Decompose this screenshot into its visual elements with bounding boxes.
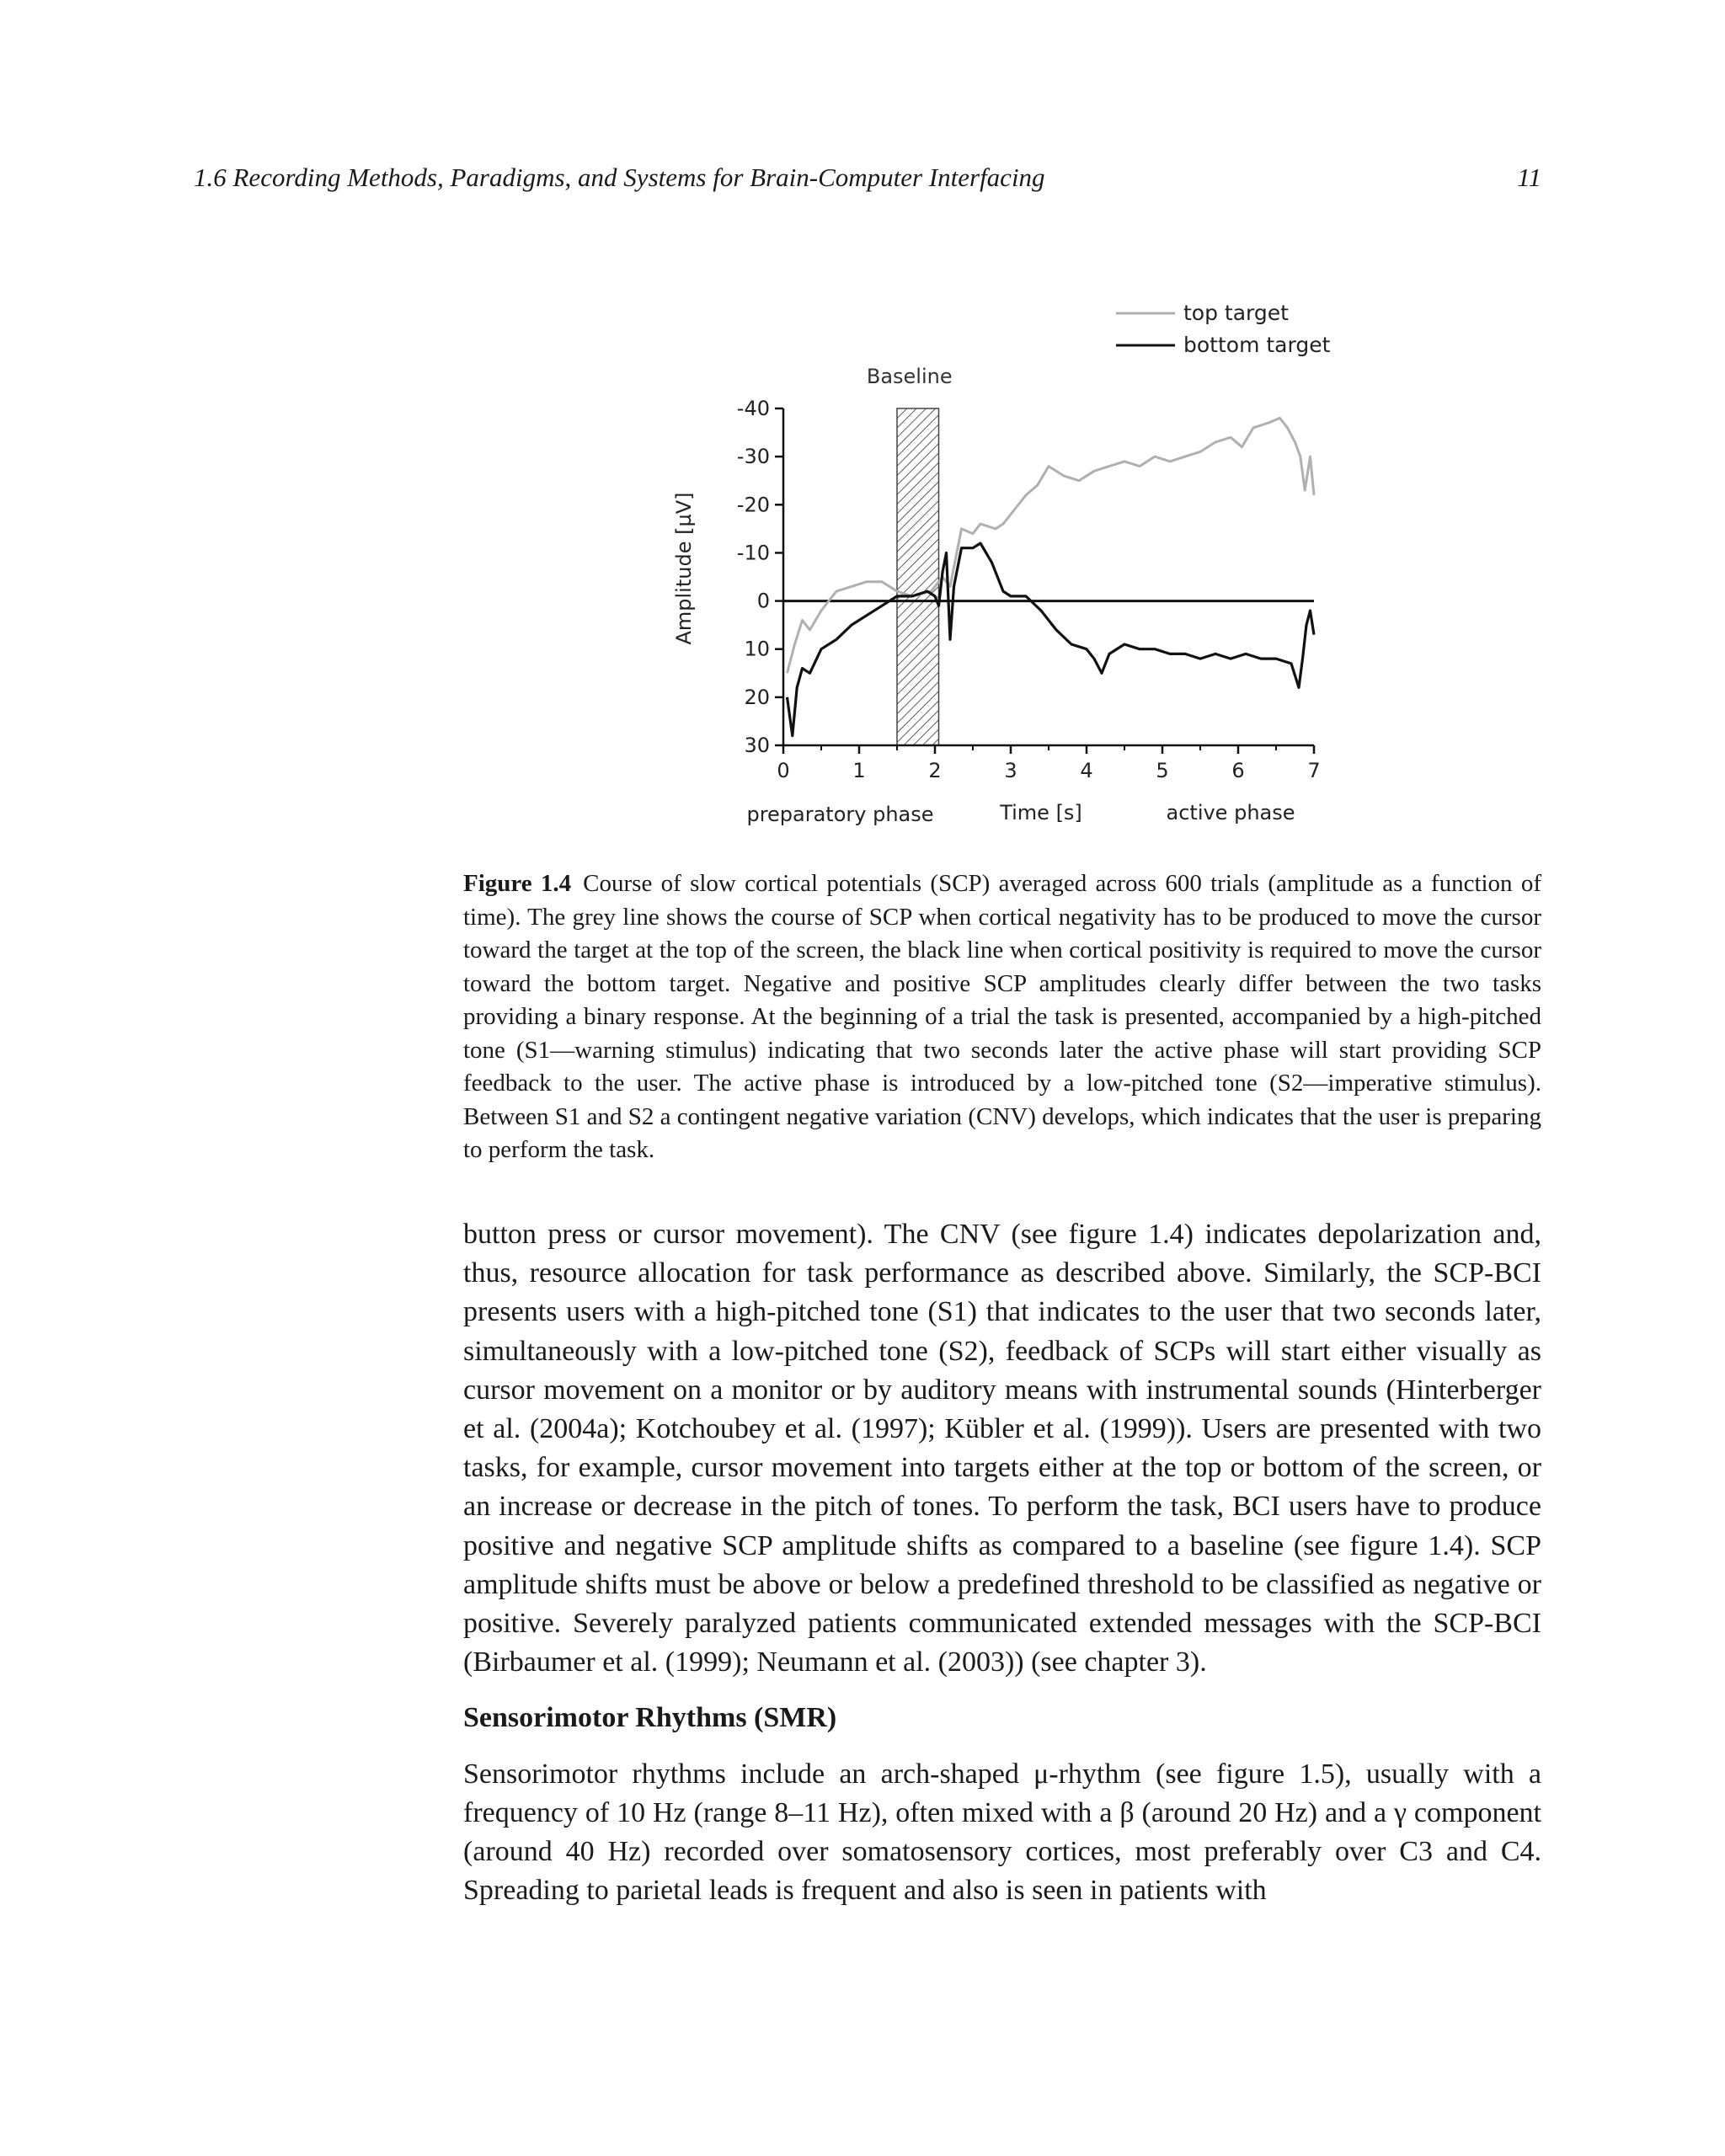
x-tick-label: 1 [852, 759, 866, 782]
y-tick-label: 30 [744, 734, 770, 757]
phase-label-preparatory: preparatory phase [746, 803, 934, 826]
x-tick-label: 0 [777, 759, 790, 782]
running-head-title: 1.6 Recording Methods, Paradigms, and Systems for Brain-Computer Interfacing [194, 163, 1045, 192]
body-paragraph-1: button press or cursor movement). The CNV (see figure 1.4) indicates depolarization and, thus, resource allocation for task performance as described above. Similarly, the SCP-BCI presents users with a high-pitched tone (S1) that indicates to the user that two seconds later, simultaneously with a low-pitched tone (S2), feedback of SCPs will start either visually as cursor movement on a monitor or by auditory means with instrumental sounds (Hinterberger et al. (2004a); Kotchoubey et al. (1997); Kübler et al. (1999)). Users are presented with two tasks, for example, cursor movement into targets either at the top or bottom of the screen, or an increase or decrease in the pitch of tones. To perform the task, BCI users have to produce positive and negative SCP amplitude shifts as compared to a baseline (see figure 1.4). SCP amplitude shifts must be above or below a predefined threshold to be classified as negative or positive. Severely paralyzed patients communicated extended messages with the SCP-BCI (Birbaumer et al. (1999); Neumann et al. (2003)) (see chapter 3). [463, 1219, 1541, 1678]
body-text [463, 1215, 1541, 1910]
series-line-bottom-target [788, 543, 1315, 736]
y-tick-label: 0 [756, 589, 770, 613]
y-tick-label: -10 [736, 541, 770, 565]
body-paragraph-2: Sensorimotor rhythms include an arch-shaped μ-rhythm (see figure 1.5), usually with a frequency of 10 Hz (range 8–11 Hz), often mixed with a β (around 20 Hz) and a γ component (around 40 Hz) recorded over somatosensory cortices, most preferably over C3 and C4. Spreading to parietal leads is frequent and also is seen in patients with [463, 1758, 1541, 1907]
phase-label-active: active phase [1166, 801, 1295, 825]
running-head [194, 163, 1541, 200]
x-tick-label: 2 [928, 759, 942, 782]
x-tick-label: 6 [1231, 759, 1245, 782]
y-tick-label: -40 [736, 397, 770, 420]
y-tick-label: 20 [744, 685, 770, 709]
series-line-top-target [788, 418, 1315, 673]
x-tick-label: 5 [1156, 759, 1169, 782]
x-axis-label: Time [s] [1000, 801, 1082, 825]
y-tick-label: 10 [744, 637, 770, 661]
x-tick-label: 7 [1307, 759, 1321, 782]
legend-label: top target [1183, 301, 1289, 325]
y-tick-label: -30 [736, 445, 770, 469]
y-tick-label: -20 [736, 493, 770, 517]
y-axis-label: Amplitude [µV] [672, 492, 696, 645]
legend-label: bottom target [1183, 333, 1331, 357]
page-number: 11 [1517, 163, 1541, 192]
baseline-box [897, 408, 939, 745]
x-tick-label: 3 [1004, 759, 1017, 782]
figure-1-4 [657, 286, 1381, 834]
figure-caption [463, 867, 1541, 1167]
section-heading: Sensorimotor Rhythms (SMR) [463, 1702, 837, 1734]
figure-caption-text: Course of slow cortical potentials (SCP) averaged across 600 trials (amplitude as a function of time). The grey line shows the course of SCP when cortical negativity has to be produced to move the cursor toward the target at the top of the screen, the black line when cortical positivity is required to move the cursor toward the bottom target. Negative and positive SCP amplitudes clearly differ between the two tasks providing a binary response. At the beginning of a trial the task is presented, accompanied by a high-pitched tone (S1—warning stimulus) indicating that two seconds later the active phase will start providing SCP feedback to the user. The active phase is introduced by a low-pitched tone (S2—imperative stimulus). Between S1 and S2 a contingent negative variation (CNV) develops, which indicates that the user is preparing to perform the task. [463, 870, 1541, 1163]
scp-chart [657, 286, 1381, 834]
x-tick-label: 4 [1080, 759, 1093, 782]
figure-caption-label: Figure 1.4 [463, 870, 572, 897]
baseline-label: Baseline [866, 365, 953, 388]
